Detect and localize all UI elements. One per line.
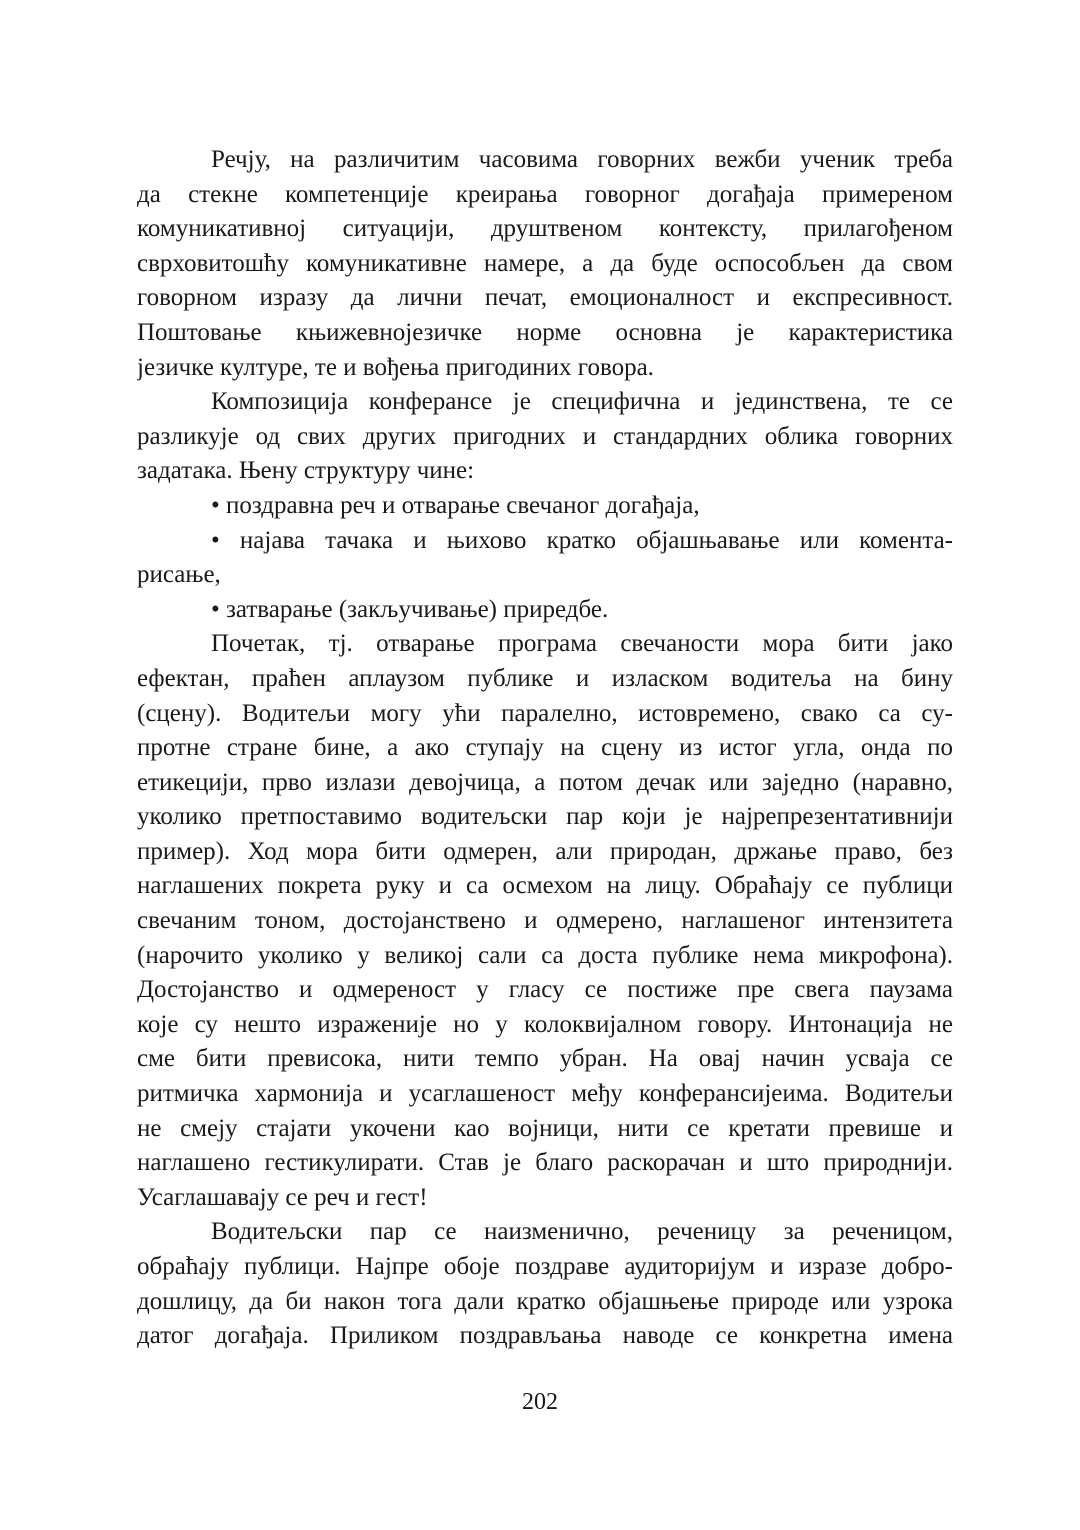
text-line: не смеју стајати укочени као војници, нити се кретати превише и — [137, 1114, 953, 1142]
text-line: дошлицу, да би након тога дали кратко објашњење природе или узрока — [137, 1287, 953, 1315]
text-line: пример). Ход мора бити одмерен, али природан, држање право, без — [137, 837, 953, 865]
text-line: језичке културе, те и вођења пригодиних говора. — [137, 353, 654, 381]
text-line: (нарочито уколико у великој сали са доста публике нема микрофона). — [137, 941, 953, 969]
text-line: да стекне компетенције креирања говорног догађаја примереном — [137, 180, 953, 208]
text-line: Поштовање књижевнојезичке норме основна је карактеристика — [137, 318, 953, 346]
text-line: разликује од свих других пригодних и стандардних облика говорних — [137, 422, 953, 450]
text-line: ритмичка хармонија и усаглашеност међу конферансијеима. Водитељи — [137, 1080, 953, 1108]
text-line: Композиција конферансе је специфична и јединствена, те се — [211, 388, 953, 416]
bullet-item-continuation: рисање, — [137, 561, 221, 589]
bullet-item: • затварање (закључивање) приредбе. — [211, 595, 609, 623]
text-line: Усаглашавају се реч и гест! — [137, 1183, 428, 1211]
text-line: датог догађаја. Приликом поздрављања наводе се конкретна имена — [137, 1322, 953, 1350]
text-line: етикецији, прво излази девојчица, а потом дечак или заједно (наравно, — [137, 768, 953, 796]
body-text — [137, 143, 953, 1354]
text-line: сврховитошћу комуникативне намере, а да буде оспособљен да свом — [137, 249, 953, 277]
text-line: комуникативној ситуацији, друштвеном контексту, прилагођеном — [137, 215, 953, 243]
text-line: наглашено гестикулирати. Став је благо раскорачан и што природнији. — [137, 1149, 953, 1177]
text-line: Водитељски пар се наизменично, реченицу за реченицом, — [211, 1218, 953, 1246]
bullet-item: • најава тачака и њихово кратко објашњавање или комента- — [211, 526, 953, 554]
text-line: задатака. Њену структуру чине: — [137, 457, 475, 485]
text-line: сме бити превисока, нити темпо убран. На овај начин усваја се — [137, 1045, 953, 1073]
text-line: уколико претпоставимо водитељски пар који је најрепрезентативнији — [137, 803, 953, 831]
text-line: протне стране бине, а ако ступају на сцену из истог угла, онда по — [137, 734, 953, 762]
text-line: Почетак, тј. отварање програма свечаности мора бити јако — [211, 630, 953, 658]
bullet-item: • поздравна реч и отварање свечаног догађаја, — [211, 491, 700, 519]
text-line: говорном изразу да лични печат, емоционалност и експресивност. — [137, 284, 953, 312]
text-line: Достојанство и одмереност у гласу се постиже пре свега паузама — [137, 976, 953, 1004]
text-line: Речју, на различитим часовима говорних вежби ученик треба — [211, 146, 953, 173]
text-line: наглашених покрета руку и са осмехом на лицу. Обраћају се публици — [137, 872, 953, 900]
page-number: 202 — [522, 1389, 558, 1415]
text-line: (сцену). Водитељи могу ући паралелно, истовремено, свако са су- — [137, 699, 953, 727]
text-line: обраћају публици. Најпре обоје поздраве аудиторијум и изразе добро- — [137, 1253, 953, 1280]
text-line: које су нешто израженије но у колоквијалном говору. Интонација не — [137, 1010, 953, 1038]
text-line: ефектан, праћен аплаузом публике и изласком водитеља на бину — [137, 664, 953, 692]
text-line: свечаним тоном, достојанствено и одмерено, наглашеног интензитета — [137, 907, 953, 935]
